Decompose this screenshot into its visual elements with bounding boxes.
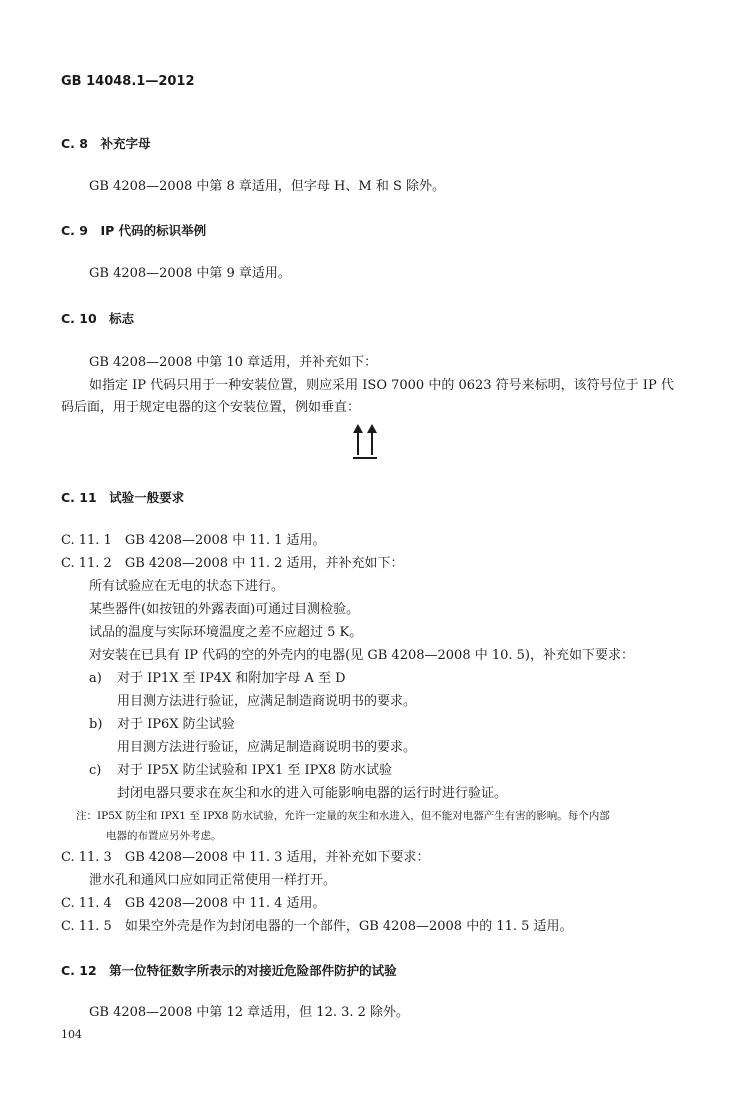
list-item-a-text: 对于 IP1X 至 IP4X 和附加字母 A 至 D (117, 671, 346, 686)
section-c8-title: C. 8 补充字母 (61, 136, 151, 151)
list-item-a-subtext: 用目测方法进行验证，应满足制造商说明书的要求。 (117, 694, 417, 709)
iso-7000-0623-symbol (352, 424, 378, 462)
list-item-c-label: c) (89, 763, 102, 778)
clause-c11-4: C. 11. 4 GB 4208—2008 中 11. 4 适用。 (61, 896, 326, 911)
section-c12-paragraph: GB 4208—2008 中第 12 章适用，但 12. 3. 2 除外。 (89, 1005, 410, 1020)
section-c10-paragraph-1: GB 4208—2008 中第 10 章适用，并补充如下： (89, 355, 378, 370)
list-item-a-label: a) (89, 671, 102, 686)
note-line-1: 注：IP5X 防尘和 IPX1 至 IPX8 防水试验，允许一定量的灰尘和水进入，但不能对电器产生有害的影响。每个内部 (76, 810, 610, 822)
clause-c11-2-line-1: 所有试验应在无电的状态下进行。 (89, 579, 285, 594)
section-c12-title: C. 12 第一位特征数字所表示的对接近危险部件防护的试验 (61, 963, 397, 978)
clause-c11-2: C. 11. 2 GB 4208—2008 中 11. 2 适用，并补充如下： (61, 556, 404, 571)
clause-c11-5: C. 11. 5 如果空外壳是作为封闭电器的一个部件，GB 4208—2008 中的 11. 5 适用。 (61, 919, 573, 934)
page-number: 104 (61, 1028, 82, 1041)
section-c10-title: C. 10 标志 (61, 311, 135, 326)
list-item-b-label: b) (89, 717, 103, 732)
note-line-2: 电器的布置应另外考虑。 (106, 830, 222, 842)
clause-c11-3-line-1: 泄水孔和通风口应如同正常使用一样打开。 (89, 873, 337, 888)
section-c10-paragraph-2a: 如指定 IP 代码只用于一种安装位置，则应采用 ISO 7000 中的 0623 符号来标明，该符号位于 IP 代 (89, 378, 674, 393)
list-item-b-subtext: 用目测方法进行验证，应满足制造商说明书的要求。 (117, 740, 417, 755)
document-code-header: GB 14048.1—2012 (61, 74, 195, 89)
section-c9-paragraph: GB 4208—2008 中第 9 章适用。 (89, 266, 291, 281)
list-item-c-subtext: 封闭电器只要求在灰尘和水的进入可能影响电器的运行时进行验证。 (117, 786, 508, 801)
section-c11-title: C. 11 试验一般要求 (61, 490, 185, 505)
clause-c11-1: C. 11. 1 GB 4208—2008 中 11. 1 适用。 (61, 533, 326, 548)
clause-c11-2-line-4: 对安装在已具有 IP 代码的空的外壳内的电器(见 GB 4208—2008 中 10. 5)，补充如下要求： (89, 648, 635, 663)
section-c9-title: C. 9 IP 代码的标识举例 (61, 223, 207, 238)
section-c10-paragraph-2b: 码后面，用于规定电器的这个安装位置，例如垂直： (61, 400, 361, 415)
clause-c11-2-line-3: 试品的温度与实际环境温度之差不应超过 5 K。 (89, 625, 363, 640)
clause-c11-3: C. 11. 3 GB 4208—2008 中 11. 3 适用，并补充如下要求： (61, 850, 430, 865)
list-item-b-text: 对于 IP6X 防尘试验 (117, 717, 235, 732)
list-item-c-text: 对于 IP5X 防尘试验和 IPX1 至 IPX8 防水试验 (117, 763, 393, 778)
clause-c11-2-line-2: 某些器件(如按钮的外露表面)可通过目测检验。 (89, 602, 360, 617)
section-c8-paragraph: GB 4208—2008 中第 8 章适用，但字母 H、M 和 S 除外。 (89, 179, 445, 194)
